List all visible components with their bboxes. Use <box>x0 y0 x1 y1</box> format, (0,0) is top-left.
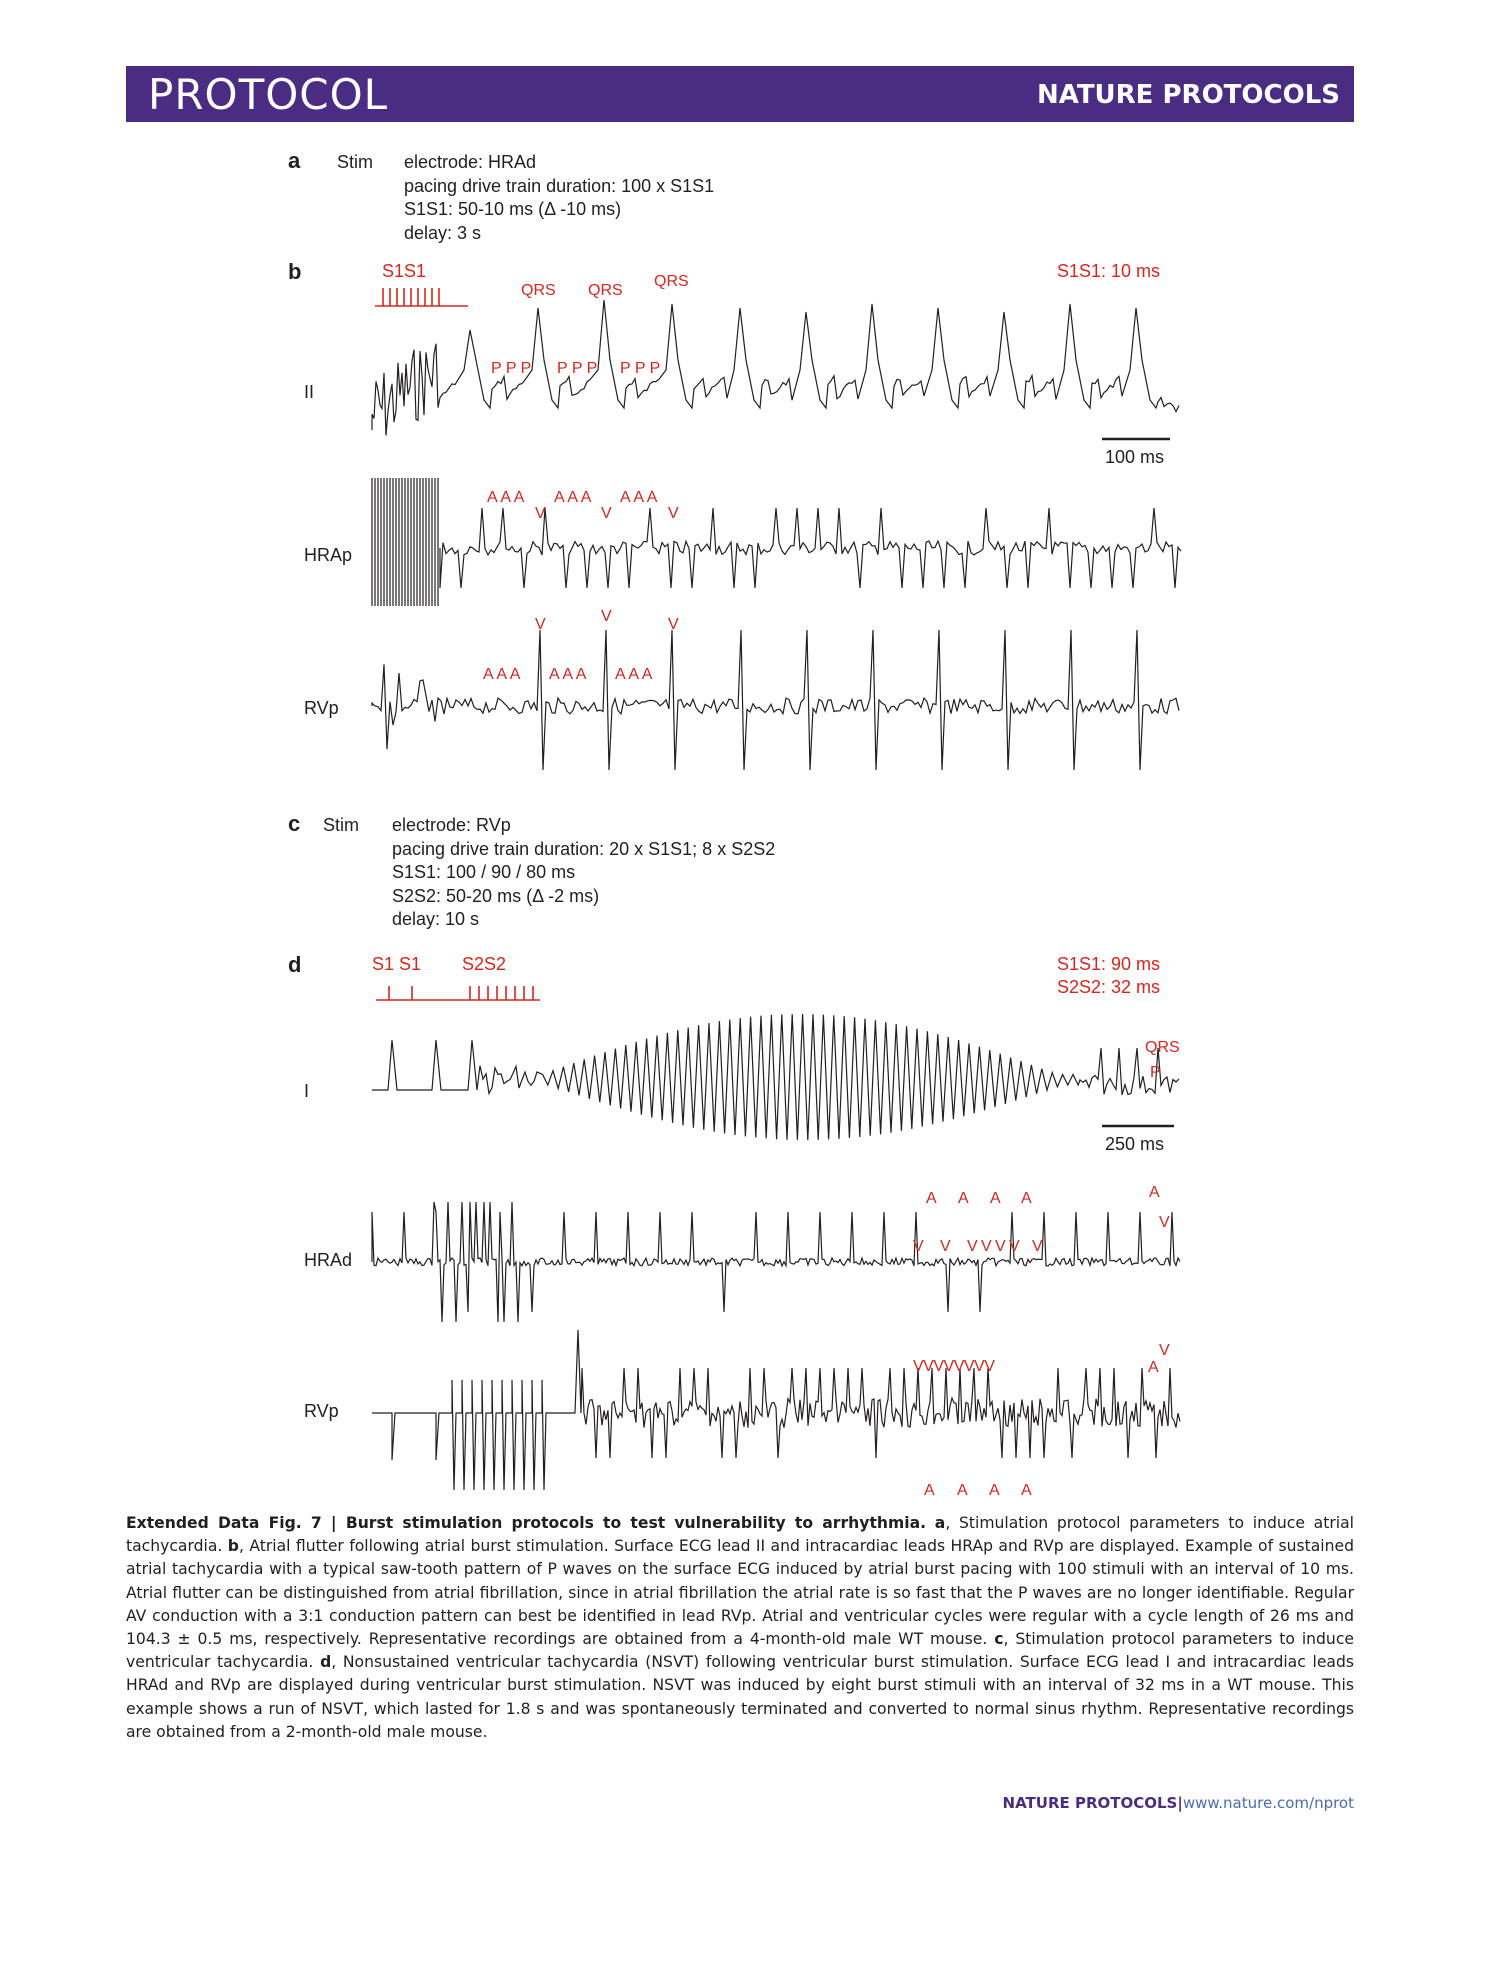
caption-c-text: , Stimulation protocol parameters to induce ventricular tachycardia. <box>126 1630 1354 1672</box>
ecg-trace-lead-i <box>372 1014 1179 1140</box>
rvp-trace-b <box>372 630 1179 770</box>
ventricular-label: V <box>668 505 679 522</box>
ventricular-label: V <box>601 505 612 522</box>
ventricular-label: V <box>995 1238 1006 1255</box>
panel-c-line: S1S1: 100 / 90 / 80 ms <box>392 862 576 882</box>
lead-label-i: I <box>304 1081 310 1101</box>
p-wave-label: P P P <box>557 360 598 377</box>
p-wave-label: P <box>1150 1064 1161 1081</box>
caption-b-letter: b <box>227 1537 239 1556</box>
stim-train-b <box>375 288 468 306</box>
qrs-label: QRS <box>1145 1039 1180 1056</box>
atrial-label: A <box>957 1482 968 1499</box>
atrial-label: A <box>1021 1190 1032 1207</box>
figure-caption <box>126 1512 1354 1744</box>
ventricular-label: V <box>967 1238 978 1255</box>
ventricular-label: V <box>668 616 679 633</box>
panel-c-line: delay: 10 s <box>392 909 480 929</box>
hrap-trace <box>440 508 1181 588</box>
ventricular-run-label: VVVVVVVV <box>913 1358 995 1375</box>
caption-d-text: , Nonsustained ventricular tachycardia (NSVT) following ventricular burst stimulation. Surface ECG lead I and intracardiac leads HRAd and RVp are displayed during ventricular burst stimulation. NSVT was induced by eight burst stimuli with an interval of 32 ms in a WT mouse. This example shows a run of NSVT, which lasted for 1.8 s and was spontaneously terminated and converted to normal sinus rhythm. Representative recordings are obtained from a 2-month-old male mouse. <box>126 1653 1354 1741</box>
hrad-trace <box>372 1202 1180 1322</box>
panel-d-setting-s2: S2S2: 32 ms <box>1057 977 1161 997</box>
panel-c-letter: c <box>288 811 301 836</box>
panel-a-line: pacing drive train duration: 100 x S1S1 <box>404 175 715 196</box>
ventricular-label: V <box>1009 1238 1020 1255</box>
ventricular-label: V <box>1159 1214 1170 1231</box>
p-wave-label: P P P <box>620 360 661 377</box>
atrial-label: A A A <box>554 489 592 506</box>
ventricular-label: V <box>940 1238 951 1255</box>
stim-marker-s1: S1 S1 <box>372 954 422 974</box>
page-footer <box>1003 1794 1354 1812</box>
atrial-label: A <box>926 1190 937 1207</box>
qrs-label: QRS <box>521 282 556 299</box>
qrs-label: QRS <box>654 273 689 290</box>
atrial-label: A <box>1149 1184 1160 1201</box>
atrial-label: A A A <box>487 489 525 506</box>
panel-d-setting-s1: S1S1: 90 ms <box>1057 954 1161 974</box>
atrial-label: A <box>1021 1482 1032 1499</box>
panel-c-line: electrode: RVp <box>392 815 511 835</box>
ventricular-label: V <box>601 608 612 625</box>
panel-a-line: electrode: HRAd <box>404 152 537 172</box>
stim-train-d <box>376 986 540 1000</box>
caption-b-text: , Atrial flutter following atrial burst stimulation. Surface ECG lead II and intracardiac leads HRAp and RVp are displayed. Example of sustained atrial tachycardia with a typical saw-tooth pattern of P waves on the surface ECG induced by atrial burst pacing with 100 stimuli with an interval of 10 ms. Atrial flutter can be distinguished from atrial fibrillation, since in atrial fibrillation the atrial rate is so fast that the P waves are no longer identifiable. Regular AV conduction with a 3:1 conduction pattern can best be identified in lead RVp. Atrial and ventricular cycles were regular with a cycle length of 26 ms and 104.3 ± 0.5 ms, respectively. Representative recordings are obtained from a 4-month-old male WT mouse. <box>126 1537 1354 1649</box>
caption-c-letter: c <box>994 1630 1004 1649</box>
ventricular-label: V <box>913 1238 924 1255</box>
journal-name: NATURE PROTOCOLS <box>1036 80 1340 110</box>
ventricular-label: V <box>1032 1238 1043 1255</box>
lead-label-ii: II <box>304 382 315 402</box>
atrial-label: A <box>989 1482 1000 1499</box>
caption-a-text: , Stimulation protocol parameters to induce atrial tachycardia. <box>126 1514 1354 1556</box>
qrs-label: QRS <box>588 282 623 299</box>
panel-b-setting: S1S1: 10 ms <box>1057 261 1161 281</box>
panel-c-line: pacing drive train duration: 20 x S1S1; 8 x S2S2 <box>392 838 776 859</box>
panel-a-protocol <box>404 151 714 245</box>
caption-d-letter: d <box>320 1653 332 1672</box>
section-label: PROTOCOL <box>148 70 389 119</box>
caption-label: Extended Data Fig. 7 | Burst stimulation protocols to test vulnerability to arrhythmia. <box>126 1514 927 1532</box>
panel-b-letter: b <box>288 259 302 284</box>
panel-c-stim-label: Stim <box>323 815 359 835</box>
ventricular-label: V <box>535 505 546 522</box>
atrial-label: A <box>958 1190 969 1207</box>
panel-a-stim-label: Stim <box>337 152 373 172</box>
lead-label-rvp-d: RVp <box>304 1401 339 1421</box>
panel-a-line: delay: 3 s <box>404 222 482 243</box>
scalebar-label-d: 250 ms <box>1105 1134 1165 1154</box>
atrial-label: A <box>1148 1359 1159 1376</box>
ventricular-label: V <box>535 616 546 633</box>
atrial-label: A <box>924 1482 935 1499</box>
footer-journal: NATURE PROTOCOLS <box>1002 1794 1178 1812</box>
atrial-label: A <box>990 1190 1001 1207</box>
rvp-trace-d <box>372 1330 1180 1490</box>
stim-marker-s2: S2S2 <box>462 954 507 974</box>
stim-marker-s1s1: S1S1 <box>382 261 427 281</box>
ventricular-label: V <box>1159 1342 1170 1359</box>
lead-label-hrad: HRAd <box>304 1250 353 1270</box>
panel-a-letter: a <box>288 148 301 173</box>
caption-a-letter: a <box>934 1514 946 1532</box>
hrap-burst-block <box>372 478 438 606</box>
footer-separator: | <box>1177 1794 1183 1812</box>
panel-d-letter: d <box>288 952 302 977</box>
p-wave-label: P P P <box>491 360 532 377</box>
ventricular-label: V <box>981 1238 992 1255</box>
panel-a-line: S1S1: 50-10 ms (Δ -10 ms) <box>404 199 622 219</box>
scalebar-label-b: 100 ms <box>1105 447 1165 467</box>
lead-label-rvp: RVp <box>304 698 339 718</box>
atrial-label: A A A <box>620 489 658 506</box>
panel-c-line: S2S2: 50-20 ms (Δ -2 ms) <box>392 885 600 906</box>
footer-url[interactable]: www.nature.com/nprot <box>1182 1794 1354 1812</box>
panel-c-protocol <box>392 814 775 932</box>
atrial-label: A A A <box>549 666 587 683</box>
atrial-label: A A A <box>483 666 521 683</box>
lead-label-hrap: HRAp <box>304 545 353 565</box>
atrial-label: A A A <box>615 666 653 683</box>
